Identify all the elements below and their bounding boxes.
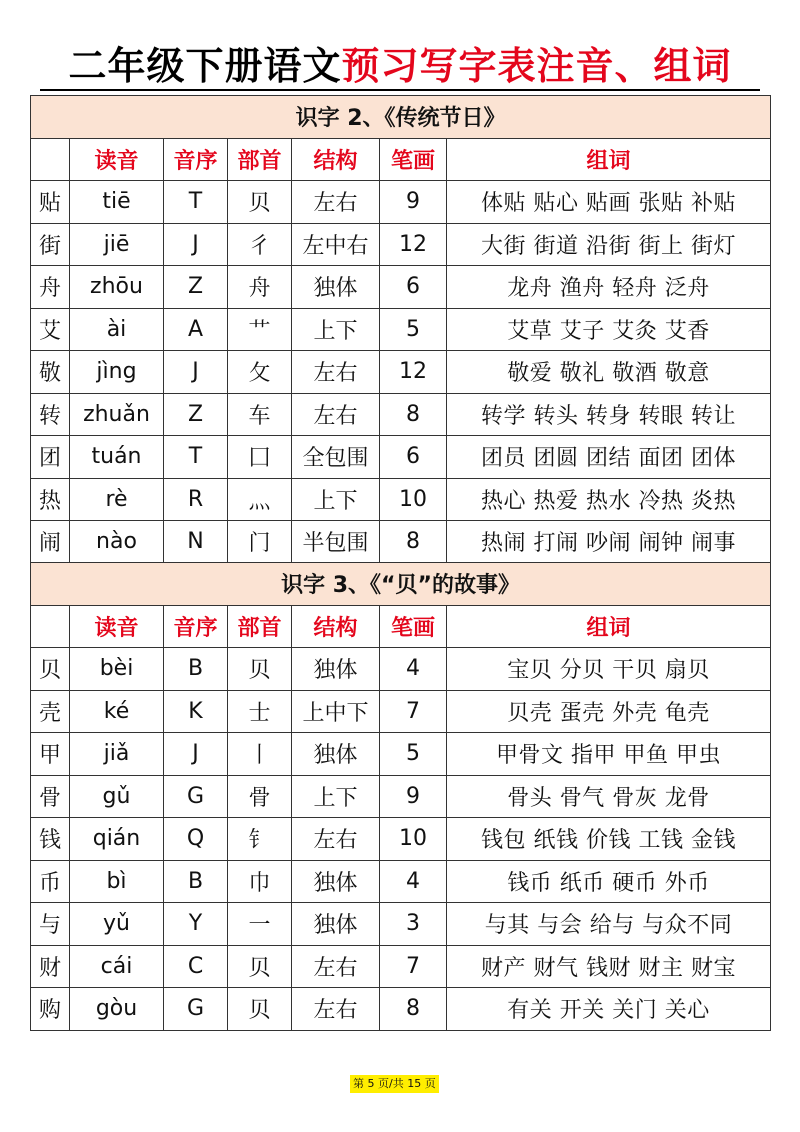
words-cell: 艾草 艾子 艾灸 艾香 [447, 308, 771, 351]
radical-cell: 舟 [228, 266, 292, 309]
table-row [31, 860, 771, 903]
structure-cell: 独体 [292, 266, 380, 309]
words-cell: 骨头 骨气 骨灰 龙骨 [447, 775, 771, 818]
pinyin-cell: tiē [70, 181, 164, 224]
radical-cell: 车 [228, 393, 292, 436]
structure-cell: 独体 [292, 648, 380, 691]
words-cell: 钱币 纸币 硬币 外币 [447, 860, 771, 903]
initial-cell: J [164, 351, 228, 394]
header-reading: 读音 [70, 605, 164, 648]
pinyin-cell: bèi [70, 648, 164, 691]
character-cell: 与 [31, 903, 70, 946]
header-cell-blank [31, 138, 70, 181]
words-cell: 团员 团圆 团结 面团 团体 [447, 436, 771, 479]
radical-cell: 士 [228, 690, 292, 733]
words-cell: 甲骨文 指甲 甲鱼 甲虫 [447, 733, 771, 776]
character-cell: 币 [31, 860, 70, 903]
radical-cell: 贝 [228, 945, 292, 988]
strokes-cell: 7 [380, 945, 447, 988]
radical-cell: 灬 [228, 478, 292, 521]
structure-cell: 独体 [292, 903, 380, 946]
initial-cell: J [164, 733, 228, 776]
structure-cell: 左右 [292, 181, 380, 224]
initial-cell: N [164, 521, 228, 564]
structure-cell: 上中下 [292, 690, 380, 733]
strokes-cell: 4 [380, 648, 447, 691]
words-cell: 贝壳 蛋壳 外壳 龟壳 [447, 690, 771, 733]
character-cell: 骨 [31, 775, 70, 818]
pinyin-cell: ké [70, 690, 164, 733]
table-row [31, 181, 771, 224]
section-title: 识字 3、《“贝”的故事》 [31, 563, 771, 606]
pinyin-cell: zhōu [70, 266, 164, 309]
table-row [31, 775, 771, 818]
words-cell: 热心 热爱 热水 冷热 炎热 [447, 478, 771, 521]
radical-cell: 丨 [228, 733, 292, 776]
table-row [31, 690, 771, 733]
initial-cell: B [164, 860, 228, 903]
radical-cell: 钅 [228, 818, 292, 861]
initial-cell: T [164, 181, 228, 224]
initial-cell: B [164, 648, 228, 691]
character-cell: 闹 [31, 521, 70, 564]
header-row [31, 605, 771, 648]
character-cell: 购 [31, 988, 70, 1031]
structure-cell: 左右 [292, 945, 380, 988]
table-row [31, 393, 771, 436]
initial-cell: R [164, 478, 228, 521]
table-row [31, 436, 771, 479]
character-cell: 财 [31, 945, 70, 988]
table-row [31, 903, 771, 946]
pinyin-cell: yǔ [70, 903, 164, 946]
pinyin-cell: qián [70, 818, 164, 861]
title-underline [40, 89, 760, 91]
structure-cell: 上下 [292, 478, 380, 521]
table-row [31, 818, 771, 861]
structure-cell: 上下 [292, 308, 380, 351]
initial-cell: G [164, 775, 228, 818]
section-title-row [31, 563, 771, 606]
character-cell: 敬 [31, 351, 70, 394]
character-cell: 钱 [31, 818, 70, 861]
header-row [31, 138, 771, 181]
radical-cell: 囗 [228, 436, 292, 479]
strokes-cell: 5 [380, 308, 447, 351]
table-row [31, 351, 771, 394]
strokes-cell: 8 [380, 393, 447, 436]
initial-cell: A [164, 308, 228, 351]
pinyin-cell: jiē [70, 223, 164, 266]
table-row [31, 223, 771, 266]
table-row [31, 733, 771, 776]
words-cell: 财产 财气 钱财 财主 财宝 [447, 945, 771, 988]
structure-cell: 上下 [292, 775, 380, 818]
pinyin-cell: jiǎ [70, 733, 164, 776]
words-cell: 钱包 纸钱 价钱 工钱 金钱 [447, 818, 771, 861]
words-cell: 体贴 贴心 贴画 张贴 补贴 [447, 181, 771, 224]
initial-cell: Z [164, 393, 228, 436]
strokes-cell: 10 [380, 478, 447, 521]
structure-cell: 半包围 [292, 521, 380, 564]
table-row [31, 988, 771, 1031]
page-number: 第 5 页/共 15 页 [350, 1075, 439, 1093]
page-title [40, 40, 760, 92]
character-cell: 艾 [31, 308, 70, 351]
words-cell: 有关 开关 关门 关心 [447, 988, 771, 1031]
header-radical: 部首 [228, 138, 292, 181]
header-words: 组词 [447, 605, 771, 648]
pinyin-cell: tuán [70, 436, 164, 479]
section-table-1 [30, 95, 771, 564]
pinyin-cell: zhuǎn [70, 393, 164, 436]
table-row [31, 521, 771, 564]
header-strokes: 笔画 [380, 605, 447, 648]
table-row [31, 478, 771, 521]
header-cell-blank [31, 605, 70, 648]
strokes-cell: 12 [380, 351, 447, 394]
initial-cell: T [164, 436, 228, 479]
header-words: 组词 [447, 138, 771, 181]
table-row [31, 945, 771, 988]
section-title-row [31, 96, 771, 139]
character-cell: 转 [31, 393, 70, 436]
pinyin-cell: jìng [70, 351, 164, 394]
table-row [31, 266, 771, 309]
radical-cell: 贝 [228, 181, 292, 224]
structure-cell: 左右 [292, 393, 380, 436]
initial-cell: Y [164, 903, 228, 946]
structure-cell: 左右 [292, 351, 380, 394]
page-title-main: 二年级下册语文 [68, 44, 342, 88]
structure-cell: 全包围 [292, 436, 380, 479]
strokes-cell: 3 [380, 903, 447, 946]
header-initial: 音序 [164, 138, 228, 181]
pinyin-cell: rè [70, 478, 164, 521]
pinyin-cell: bì [70, 860, 164, 903]
structure-cell: 独体 [292, 733, 380, 776]
radical-cell: 巾 [228, 860, 292, 903]
header-initial: 音序 [164, 605, 228, 648]
radical-cell: 门 [228, 521, 292, 564]
character-cell: 贴 [31, 181, 70, 224]
initial-cell: K [164, 690, 228, 733]
radical-cell: 攵 [228, 351, 292, 394]
header-structure: 结构 [292, 605, 380, 648]
table-row [31, 308, 771, 351]
words-cell: 转学 转头 转身 转眼 转让 [447, 393, 771, 436]
radical-cell: 贝 [228, 988, 292, 1031]
table-row [31, 648, 771, 691]
structure-cell: 独体 [292, 860, 380, 903]
strokes-cell: 7 [380, 690, 447, 733]
radical-cell: 艹 [228, 308, 292, 351]
character-cell: 热 [31, 478, 70, 521]
strokes-cell: 8 [380, 988, 447, 1031]
header-radical: 部首 [228, 605, 292, 648]
radical-cell: 彳 [228, 223, 292, 266]
pinyin-cell: ài [70, 308, 164, 351]
strokes-cell: 8 [380, 521, 447, 564]
header-strokes: 笔画 [380, 138, 447, 181]
pinyin-cell: cái [70, 945, 164, 988]
words-cell: 热闹 打闹 吵闹 闹钟 闹事 [447, 521, 771, 564]
radical-cell: 骨 [228, 775, 292, 818]
words-cell: 龙舟 渔舟 轻舟 泛舟 [447, 266, 771, 309]
words-cell: 宝贝 分贝 干贝 扇贝 [447, 648, 771, 691]
initial-cell: C [164, 945, 228, 988]
pinyin-cell: nào [70, 521, 164, 564]
header-structure: 结构 [292, 138, 380, 181]
radical-cell: 一 [228, 903, 292, 946]
initial-cell: G [164, 988, 228, 1031]
structure-cell: 左右 [292, 988, 380, 1031]
words-cell: 敬爱 敬礼 敬酒 敬意 [447, 351, 771, 394]
character-cell: 贝 [31, 648, 70, 691]
character-cell: 壳 [31, 690, 70, 733]
strokes-cell: 6 [380, 436, 447, 479]
strokes-cell: 6 [380, 266, 447, 309]
character-cell: 甲 [31, 733, 70, 776]
structure-cell: 左中右 [292, 223, 380, 266]
page-title-highlight: 预习写字表注音、组词 [341, 44, 732, 88]
strokes-cell: 12 [380, 223, 447, 266]
strokes-cell: 10 [380, 818, 447, 861]
pinyin-cell: gǔ [70, 775, 164, 818]
character-cell: 团 [31, 436, 70, 479]
radical-cell: 贝 [228, 648, 292, 691]
character-cell: 舟 [31, 266, 70, 309]
section-title: 识字 2、《传统节日》 [31, 96, 771, 139]
header-reading: 读音 [70, 138, 164, 181]
pinyin-cell: gòu [70, 988, 164, 1031]
strokes-cell: 4 [380, 860, 447, 903]
initial-cell: Z [164, 266, 228, 309]
words-cell: 大街 街道 沿街 街上 街灯 [447, 223, 771, 266]
structure-cell: 左右 [292, 818, 380, 861]
section-table-2 [30, 562, 771, 1031]
strokes-cell: 9 [380, 181, 447, 224]
words-cell: 与其 与会 给与 与众不同 [447, 903, 771, 946]
initial-cell: J [164, 223, 228, 266]
initial-cell: Q [164, 818, 228, 861]
character-cell: 街 [31, 223, 70, 266]
strokes-cell: 9 [380, 775, 447, 818]
strokes-cell: 5 [380, 733, 447, 776]
